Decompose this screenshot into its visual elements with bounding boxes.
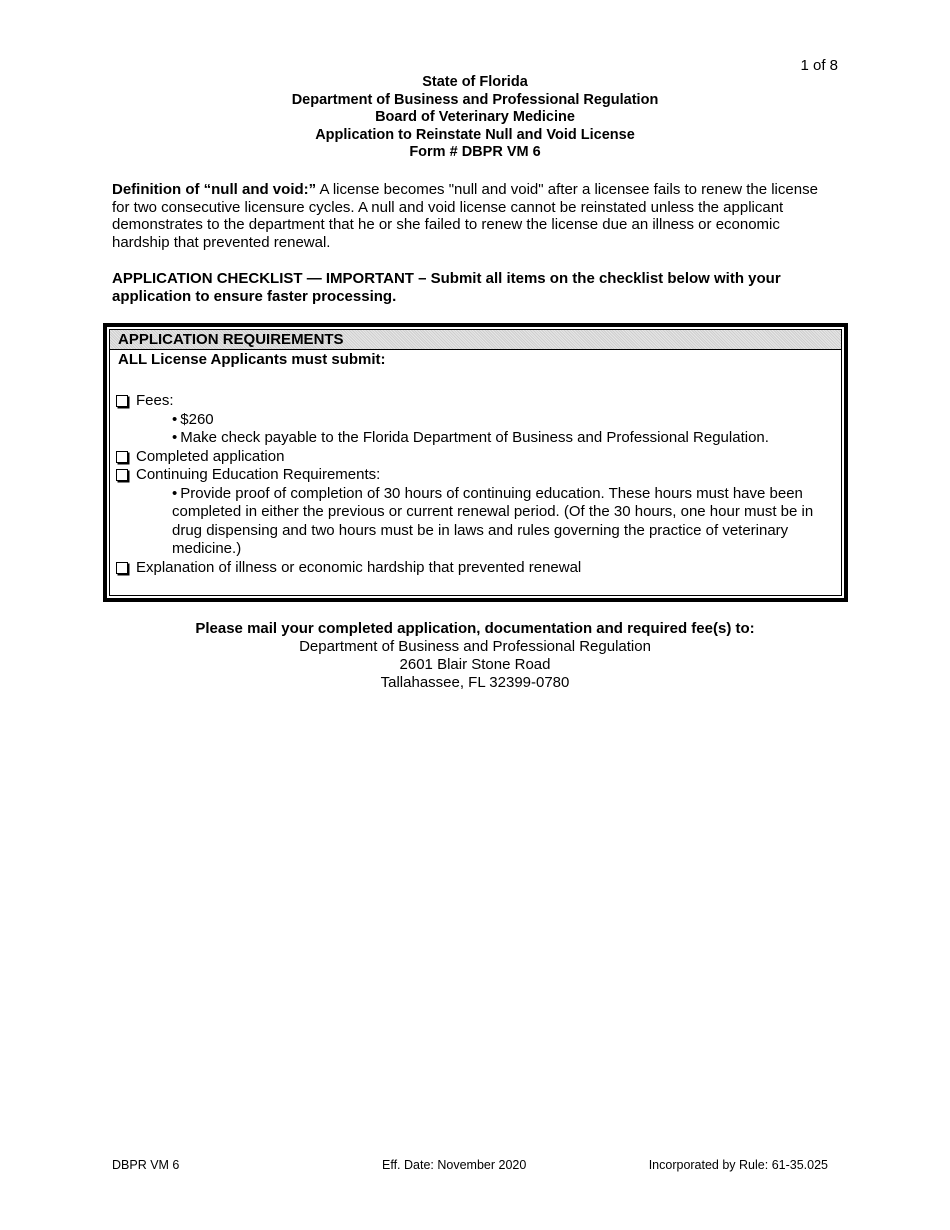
fee-check-text: Make check payable to the Florida Department of Business and Professional Regulation. (180, 429, 769, 446)
requirement-fees (116, 392, 835, 411)
header-board: Board of Veterinary Medicine (375, 109, 575, 125)
ce-detail-item: • Provide proof of completion of 30 hours of continuing education. These hours must have been completed in either the previous or current renewal period. (Of the 30 hours, one hour must be in drug dispensing and two hours must be in laws and rules governing the practice of veterinary medicine.) (172, 484, 814, 557)
checkbox-icon (116, 395, 128, 407)
page-number: 1 of 8 (800, 57, 838, 74)
requirements-box (103, 323, 848, 602)
definition-label: Definition of “null and void:” (112, 181, 317, 198)
checklist-heading: APPLICATION CHECKLIST — IMPORTANT – Submit all items on the checklist below with your application to ensure faster processing. (112, 270, 781, 305)
header-form-number: Form # DBPR VM 6 (409, 144, 541, 160)
definition-text: A license becomes "null and void" after a licensee fails to renew the license for two consecutive licensure cycles. A null and void license cannot be reinstated unless the applicant demonstrates to the department that he or she failed to renew the license due an illness or economic hardship that prevented renewal. (112, 181, 818, 251)
footer-eff-date: Eff. Date: November 2020 (382, 1158, 527, 1172)
requirements-subtitle: ALL License Applicants must submit: (118, 351, 386, 368)
completed-application-label: Completed application (136, 447, 285, 465)
mail-title: Please mail your completed application, documentation and required fee(s) to: (195, 620, 755, 637)
mail-city: Tallahassee, FL 32399-0780 (380, 674, 570, 691)
fee-amount-item: • $260 (172, 410, 214, 428)
checkbox-icon (116, 451, 128, 463)
definition-paragraph (112, 181, 824, 251)
requirement-continuing-education (116, 466, 835, 485)
mail-street: 2601 Blair Stone Road (399, 656, 551, 673)
requirement-explanation (116, 559, 835, 578)
ce-detail-text: Provide proof of completion of 30 hours of continuing education. These hours must have been completed in either the previous or current renewal period. (Of the 30 hours, one hour must be in drug dispensing and two hours must be in laws and rules governing the practice of veterinary medicine.) (172, 484, 814, 557)
footer-rule: Incorporated by Rule: 61-35.025 (648, 1158, 828, 1172)
header-department: Department of Business and Professional Regulation (291, 91, 659, 108)
checkbox-icon (116, 562, 128, 574)
requirement-completed-application (116, 448, 835, 467)
header-state: State of Florida (422, 74, 528, 90)
fee-amount: $260 (180, 410, 214, 428)
explanation-label: Explanation of illness or economic hardship that prevented renewal (136, 558, 582, 576)
header-form-title: Application to Reinstate Null and Void License (315, 126, 635, 143)
requirements-title: APPLICATION REQUIREMENTS (110, 330, 841, 350)
mailing-instructions (0, 620, 950, 692)
mail-department: Department of Business and Professional Regulation (299, 638, 651, 655)
footer-form-id: DBPR VM 6 (112, 1158, 180, 1172)
checkbox-icon (116, 469, 128, 481)
fees-label: Fees: (136, 392, 174, 409)
requirements-list (116, 392, 835, 577)
fee-check-item: • Make check payable to the Florida Department of Business and Professional Regulation. (172, 429, 769, 446)
document-header (0, 74, 950, 162)
ce-label: Continuing Education Requirements: (136, 466, 381, 483)
